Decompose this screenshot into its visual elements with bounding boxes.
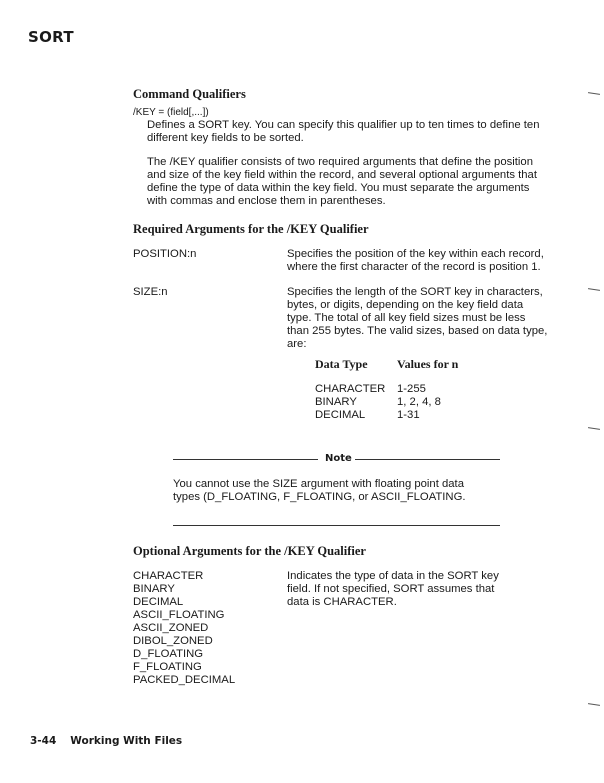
argument-name: SIZE:n [133,286,168,298]
optional-arguments-list [133,570,235,687]
section-heading: Command Qualifiers [133,87,246,101]
list-item: BINARY [133,583,175,595]
note-text: You cannot use the SIZE argument with floating point data types (D_FLOATING, F_FLOATING, or ASCII_FLOATING. [173,478,466,503]
margin-mark [588,92,600,95]
page-number: 3-44 [30,735,57,747]
required-arguments-heading: Required Arguments for the /KEY Qualifier [133,222,369,236]
table-cell: 1, 2, 4, 8 [397,396,441,408]
argument-description: Specifies the length of the SORT key in characters, bytes, or digits, depending on the key field data type. The total of all key field sizes must be less than 255 bytes. The valid sizes, based on data type, are: [287,286,548,350]
margin-mark [588,427,600,430]
page-title: SORT [28,28,74,46]
list-item: F_FLOATING [133,661,202,673]
table-header: Values for n [397,357,459,371]
list-item: ASCII_FLOATING [133,609,225,621]
chapter-title: Working With Files [70,735,183,747]
page-footer [30,735,196,748]
argument-name: POSITION:n [133,248,197,260]
list-item: DECIMAL [133,596,184,608]
qualifier-description: Defines a SORT key. You can specify this qualifier up to ten times to define ten different key fields to be sorted. [147,119,540,144]
argument-description: Specifies the position of the key within each record, where the first character of the record is position 1. [287,248,544,273]
table-cell: BINARY [315,396,357,408]
margin-mark [588,703,600,706]
table-cell: 1-255 [397,383,426,395]
optional-arguments-description: Indicates the type of data in the SORT key field. If not specified, SORT assumes that data is CHARACTER. [287,570,499,608]
list-item: DIBOL_ZONED [133,635,213,647]
qualifier-syntax: /KEY = (field[,...]) [133,107,209,118]
note-rule-bottom [173,525,500,526]
table-cell: DECIMAL [315,409,366,421]
qualifier-description-2: The /KEY qualifier consists of two required arguments that define the position and size of the key field within the record, and several optional arguments that define the type of data within the key field. You must separate the arguments with commas and enclose them in parentheses. [147,156,537,207]
list-item: ASCII_ZONED [133,622,209,634]
table-cell: CHARACTER [315,383,386,395]
note-rule-right [355,459,500,460]
list-item: PACKED_DECIMAL [133,674,236,686]
note-rule-left [173,459,318,460]
table-header: Data Type [315,357,368,371]
margin-mark [588,288,600,291]
note-label: Note [325,453,352,464]
optional-arguments-heading: Optional Arguments for the /KEY Qualifier [133,544,366,558]
list-item: CHARACTER [133,570,204,582]
table-cell: 1-31 [397,409,420,421]
list-item: D_FLOATING [133,648,204,660]
